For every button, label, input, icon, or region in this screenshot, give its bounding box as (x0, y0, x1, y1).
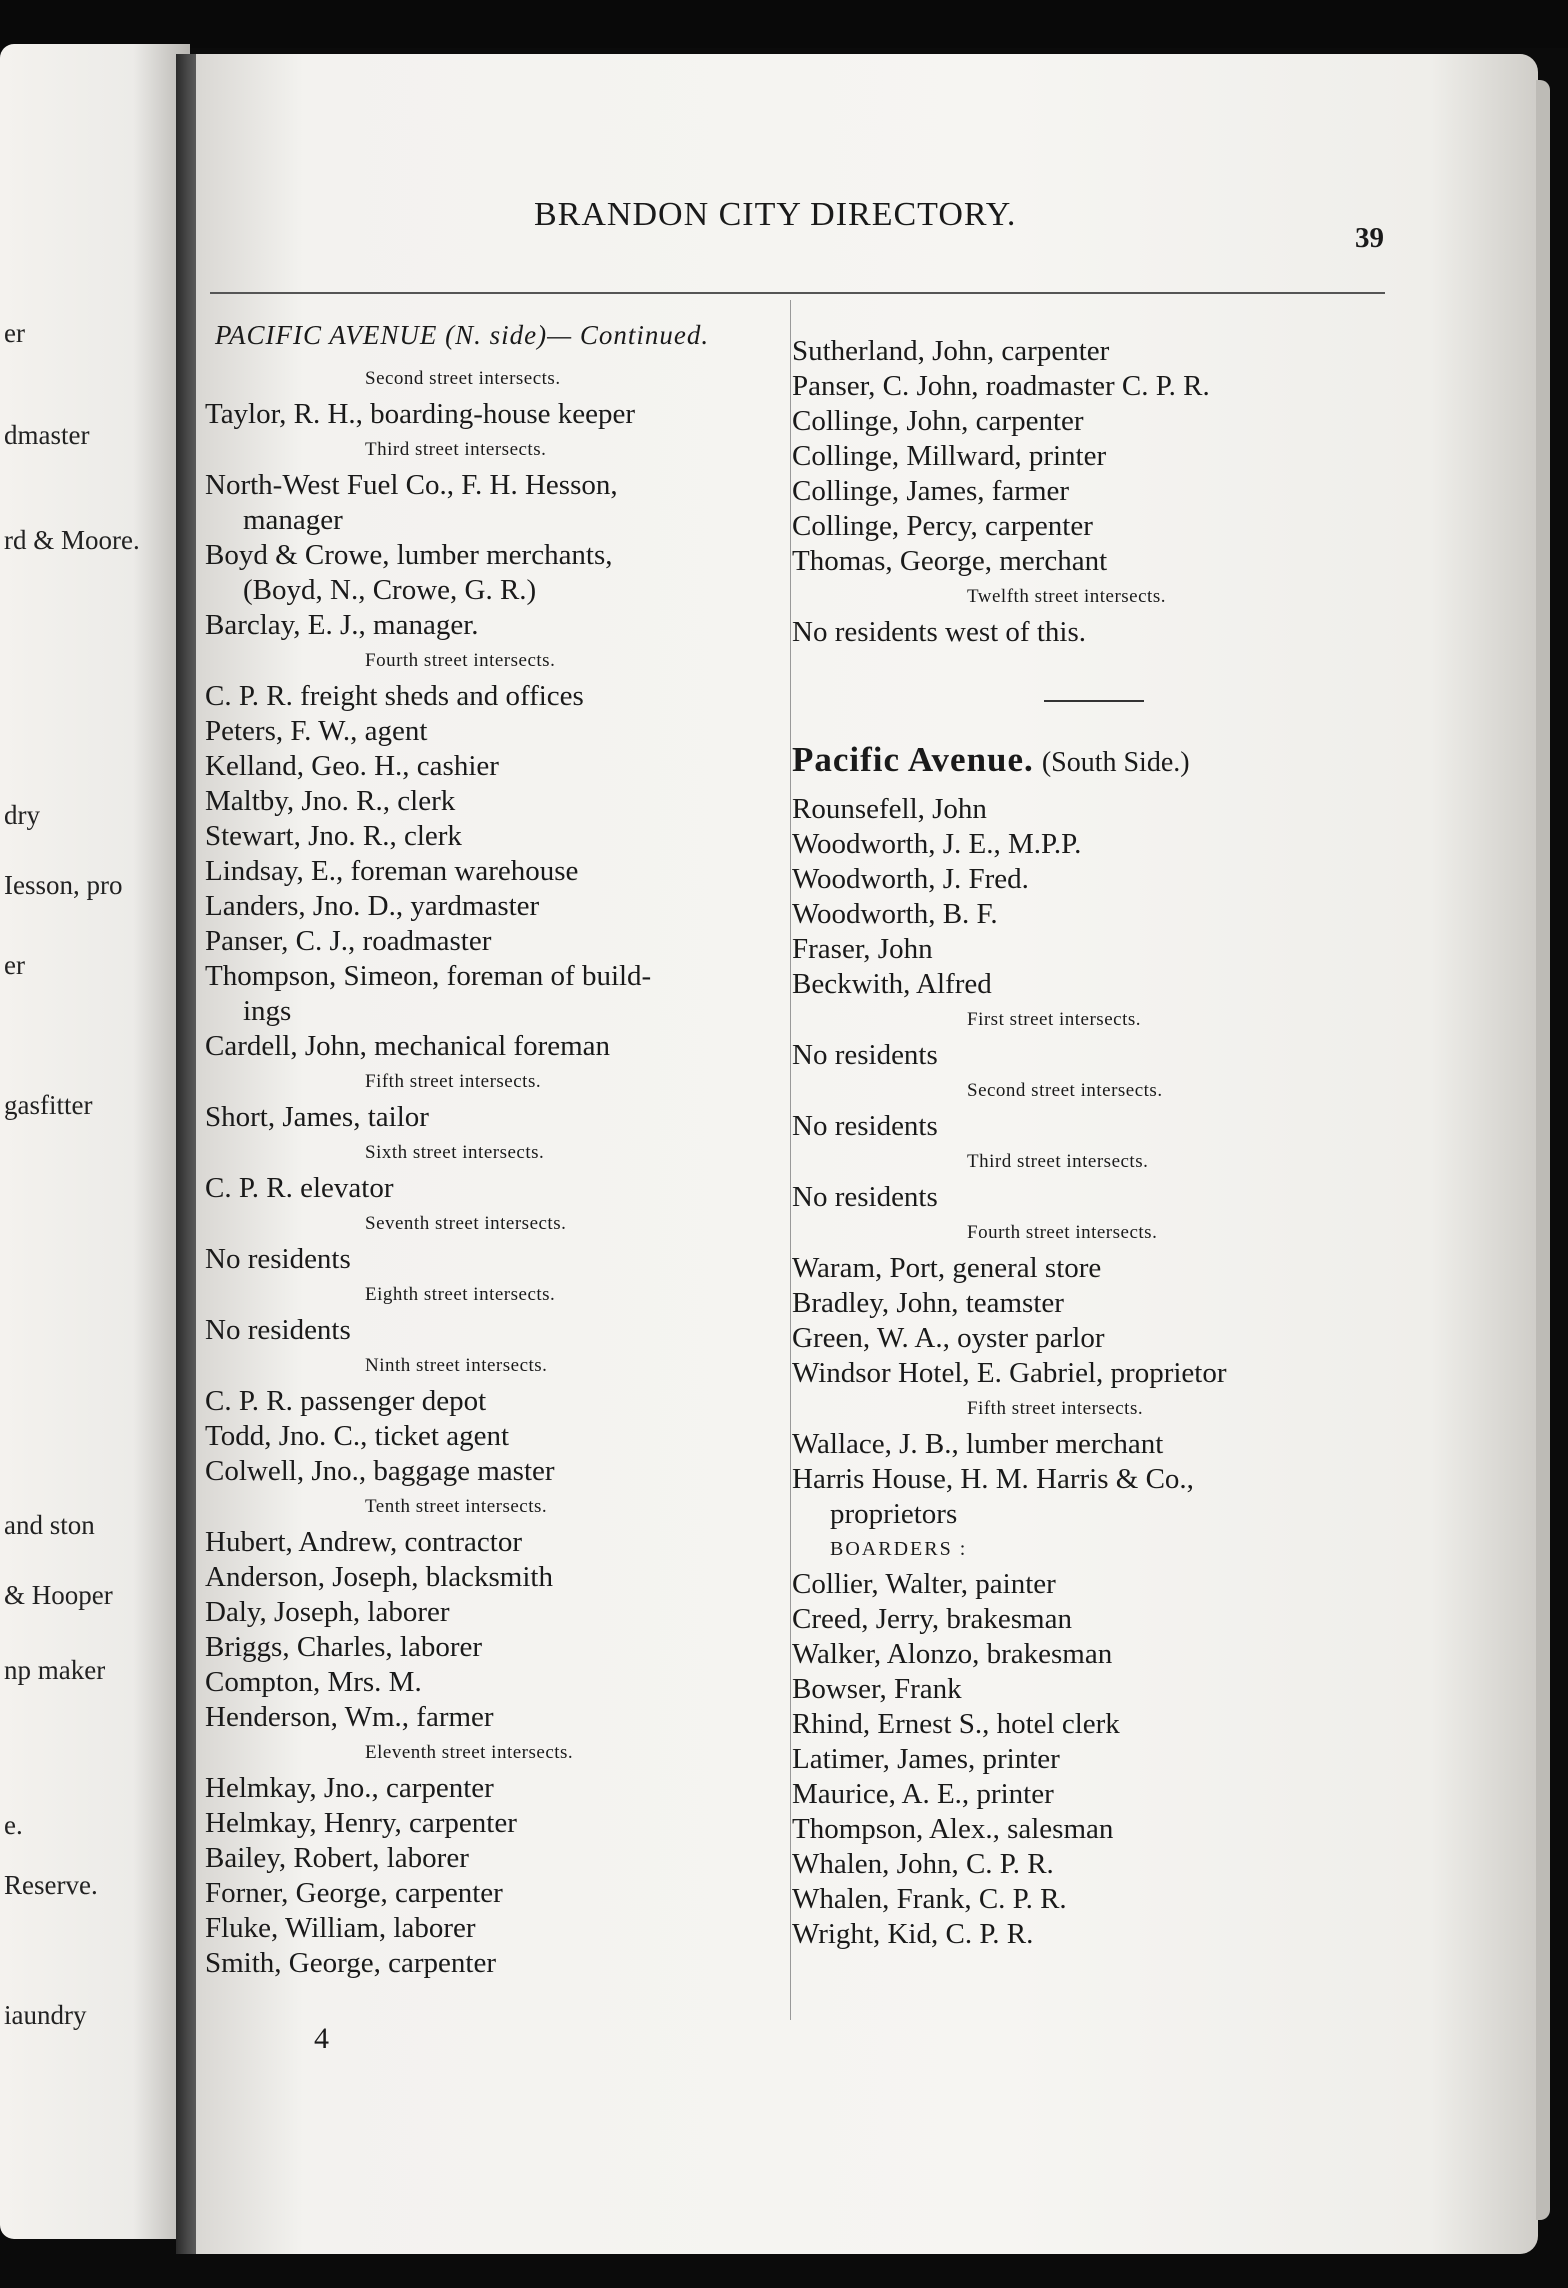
directory-entry: Briggs, Charles, laborer (205, 1631, 483, 1663)
column-divider (790, 300, 791, 2020)
directory-entry: No residents (205, 1314, 351, 1346)
scan-top-border (0, 0, 1568, 48)
directory-entry: Woodworth, J. Fred. (792, 863, 1029, 895)
facing-page-text: iaundry (4, 2000, 87, 2030)
section-title: Pacific Avenue. (792, 740, 1034, 779)
street-intersection-note: Fourth street intersects. (365, 650, 556, 671)
section-heading (792, 742, 1392, 780)
directory-entry: Whalen, John, C. P. R. (792, 1848, 1054, 1880)
directory-entry: Maltby, Jno. R., clerk (205, 785, 456, 817)
header-rule (210, 292, 1385, 294)
directory-entry: Waram, Port, general store (792, 1252, 1102, 1284)
directory-entry: C. P. R. passenger depot (205, 1385, 487, 1417)
directory-entry: Panser, C. John, roadmaster C. P. R. (792, 370, 1210, 402)
entry-continuation: proprietors (830, 1498, 958, 1530)
street-intersection-note: Fifth street intersects. (967, 1398, 1144, 1419)
directory-entry: Bowser, Frank (792, 1673, 962, 1705)
directory-entry: Anderson, Joseph, blacksmith (205, 1561, 553, 1593)
entry-continuation: (Boyd, N., Crowe, G. R.) (243, 574, 537, 606)
directory-entry: Bradley, John, teamster (792, 1287, 1064, 1319)
street-intersection-note: Third street intersects. (365, 439, 547, 460)
directory-entry: Bailey, Robert, laborer (205, 1842, 469, 1874)
street-intersection-note: First street intersects. (967, 1009, 1141, 1030)
directory-entry: Collier, Walter, painter (792, 1568, 1056, 1600)
street-intersection-note: Second street intersects. (967, 1080, 1163, 1101)
facing-page-text: er (4, 318, 25, 348)
directory-entry: Colwell, Jno., baggage master (205, 1455, 555, 1487)
directory-entry: Short, James, tailor (205, 1101, 429, 1133)
directory-entry: Fraser, John (792, 933, 933, 965)
entry-continuation: ings (243, 995, 292, 1027)
directory-entry: Woodworth, B. F. (792, 898, 998, 930)
directory-entry: No residents west of this. (792, 616, 1086, 648)
directory-entry: Helmkay, Jno., carpenter (205, 1772, 494, 1804)
street-intersection-note: Second street intersects. (365, 368, 561, 389)
directory-entry: North-West Fuel Co., F. H. Hesson, (205, 469, 618, 501)
facing-page-text: np maker (4, 1655, 106, 1685)
directory-entry: Walker, Alonzo, brakesman (792, 1638, 1113, 1670)
directory-entry: Windsor Hotel, E. Gabriel, proprietor (792, 1357, 1227, 1389)
directory-entry: Helmkay, Henry, carpenter (205, 1807, 517, 1839)
street-intersection-note: Twelfth street intersects. (967, 586, 1166, 607)
street-intersection-note: Fifth street intersects. (365, 1071, 542, 1092)
facing-page-text: rd & Moore. (4, 525, 140, 555)
street-intersection-note: Sixth street intersects. (365, 1142, 545, 1163)
street-intersection-note: Eleventh street intersects. (365, 1742, 574, 1763)
directory-entry: Daly, Joseph, laborer (205, 1596, 450, 1628)
directory-entry: Rhind, Ernest S., hotel clerk (792, 1708, 1120, 1740)
directory-entry: Beckwith, Alfred (792, 968, 992, 1000)
boarders-label: BOARDERS : (830, 1538, 968, 1560)
directory-entry: Boyd & Crowe, lumber merchants, (205, 539, 613, 571)
directory-entry: Kelland, Geo. H., cashier (205, 750, 499, 782)
directory-entry: Hubert, Andrew, contractor (205, 1526, 523, 1558)
directory-entry: Barclay, E. J., manager. (205, 609, 479, 641)
directory-entry: Thompson, Simeon, foreman of build- (205, 960, 652, 992)
directory-entry: Creed, Jerry, brakesman (792, 1603, 1072, 1635)
page-edge (1536, 80, 1550, 2220)
directory-entry: No residents (792, 1181, 938, 1213)
entry-continuation: manager (243, 504, 343, 536)
directory-entry: Latimer, James, printer (792, 1743, 1060, 1775)
facing-page-text: er (4, 950, 25, 980)
directory-entry: No residents (792, 1110, 938, 1142)
directory-entry: Taylor, R. H., boarding-house keeper (205, 398, 636, 430)
directory-entry: Wallace, J. B., lumber merchant (792, 1428, 1164, 1460)
left-column (205, 318, 775, 1981)
directory-entry: No residents (792, 1039, 938, 1071)
directory-entry: Collinge, John, carpenter (792, 405, 1084, 437)
facing-page-text: gasfitter (4, 1090, 93, 1120)
facing-page-text: Iesson, pro (4, 870, 123, 900)
directory-entry: Todd, Jno. C., ticket agent (205, 1420, 510, 1452)
section-divider (1044, 700, 1144, 702)
directory-entry: Whalen, Frank, C. P. R. (792, 1883, 1067, 1915)
directory-entry: Collinge, Millward, printer (792, 440, 1107, 472)
directory-entry: No residents (205, 1243, 351, 1275)
facing-page-text: & Hooper (4, 1580, 113, 1610)
directory-entry: Collinge, James, farmer (792, 475, 1070, 507)
directory-entry: Green, W. A., oyster parlor (792, 1322, 1105, 1354)
facing-page-fragment (0, 44, 190, 2239)
directory-entry: Thompson, Alex., salesman (792, 1813, 1114, 1845)
facing-page-text: dmaster (4, 420, 90, 450)
directory-entry: Smith, George, carpenter (205, 1947, 496, 1979)
facing-page-text: and ston (4, 1510, 95, 1540)
directory-entry: C. P. R. freight sheds and offices (205, 680, 584, 712)
signature-mark: 4 (314, 2022, 329, 2055)
directory-entry: Wright, Kid, C. P. R. (792, 1918, 1034, 1950)
facing-page-text: e. (4, 1810, 23, 1840)
directory-entry: Cardell, John, mechanical foreman (205, 1030, 611, 1062)
facing-page-text: dry (4, 800, 40, 830)
section-subtitle: (South Side.) (1041, 747, 1190, 778)
directory-entry: Stewart, Jno. R., clerk (205, 820, 462, 852)
directory-entry: Sutherland, John, carpenter (792, 335, 1110, 367)
directory-entry: Maurice, A. E., printer (792, 1778, 1054, 1810)
directory-entry: C. P. R. elevator (205, 1172, 394, 1204)
running-head: BRANDON CITY DIRECTORY. (534, 196, 1017, 233)
street-intersection-note: Tenth street intersects. (365, 1496, 548, 1517)
directory-entry: Thomas, George, merchant (792, 545, 1108, 577)
directory-entry: Lindsay, E., foreman warehouse (205, 855, 579, 887)
directory-entry: Henderson, Wm., farmer (205, 1701, 494, 1733)
street-intersection-note: Fourth street intersects. (967, 1222, 1158, 1243)
right-column (792, 334, 1392, 1952)
directory-entry: Fluke, William, laborer (205, 1912, 476, 1944)
directory-entry: Peters, F. W., agent (205, 715, 428, 747)
directory-entry: Collinge, Percy, carpenter (792, 510, 1093, 542)
directory-entry: Panser, C. J., roadmaster (205, 925, 492, 957)
street-intersection-note: Seventh street intersects. (365, 1213, 567, 1234)
street-intersection-note: Eighth street intersects. (365, 1284, 556, 1305)
directory-entry: Harris House, H. M. Harris & Co., (792, 1463, 1194, 1495)
street-intersection-note: Third street intersects. (967, 1151, 1149, 1172)
continued-heading: PACIFIC AVENUE (N. side)— Continued. (215, 320, 710, 350)
directory-entry: Landers, Jno. D., yardmaster (205, 890, 540, 922)
directory-entry: Woodworth, J. E., M.P.P. (792, 828, 1082, 860)
facing-page-text: Reserve. (4, 1870, 98, 1900)
street-intersection-note: Ninth street intersects. (365, 1355, 548, 1376)
directory-entry: Compton, Mrs. M. (205, 1666, 422, 1698)
directory-entry: Forner, George, carpenter (205, 1877, 503, 1909)
directory-entry: Rounsefell, John (792, 793, 987, 825)
page-number: 39 (1355, 222, 1384, 254)
